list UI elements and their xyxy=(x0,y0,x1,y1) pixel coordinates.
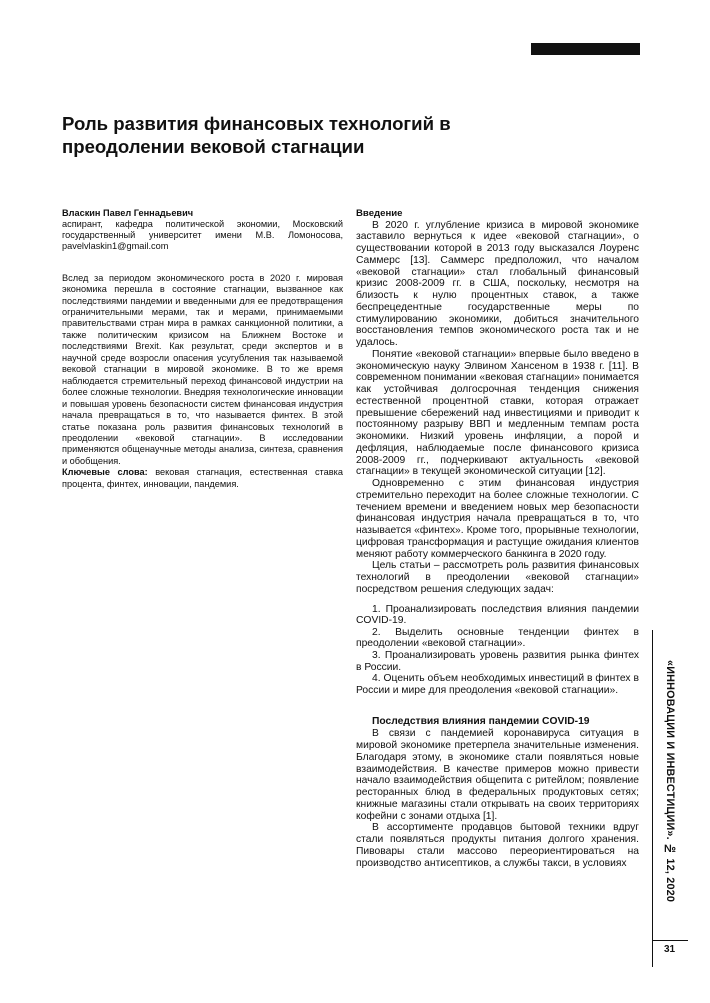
keywords xyxy=(62,467,343,490)
article-title: Роль развития финансовых технологий в преодолении вековой стагнации xyxy=(62,113,451,157)
intro-paragraph: Одновременно с этим финансовая индустрия стремительно переходит на более сложные технологии. С течением времени и введением новых мер безопасности финансовая индустрия начала превращаться в то, что называется «финтех». Кроме того, прорывные технологии, цифровая трансформация и растущие ожидания клиентов меняют работу коммерческого банкинга в 2020 году. xyxy=(356,478,639,560)
task-list xyxy=(356,604,639,697)
abstract: Вслед за периодом экономического роста в 2020 г. мировая экономика перешла в состояние стагнации, вызванное как последствиями пандемии и введенными для ее предотвращения ограничительными мерами, так и мерами, принимаемыми правительствами стран мира в рамках санкционной политики, а также политическим кризисом на Ближнем Востоке и последствиями Brexit. Как результат, среди экспертов и в научной среде возросли опасения усугубления так называемой вековой стагнации в мировой экономике. В то же время наблюдается стремительный переход финансовой индустрии на более сложные технологии. Внедряя технологические инновации и повышая уровень безопасности систем финансовая индустрия начала превращаться в то, что называется финтех. В этой статье показана роль развития финансовых технологий в преодолении «вековой стагнации». В исследовании применяются общенаучные методы анализа, синтеза, сравнения и обобщения. xyxy=(62,272,343,466)
intro-paragraph: Цель статьи – рассмотреть роль развития финансовых технологий в преодолении «вековой стагнации» посредством решения следующих задач: xyxy=(356,560,639,595)
intro-heading: Введение xyxy=(356,208,403,219)
task-item: 3. Проанализировать уровень развития рынка финтех в России. xyxy=(356,649,639,673)
intro-paragraph: В 2020 г. углубление кризиса в мировой экономике заставило вернуться к идее «вековой стагнации», о существовании которой в 2013 году высказался Лоуренс Саммерс [13]. Саммерс предположил, что началом «вековой стагнации» стал глобальный финансовый кризис 2008-2009 гг. в США, поскольку, несмотря на близость к нулю процентных ставок, а также беспрецедентные государственные меры по стимулированию экономики, добиться значительного восстановления темпов экономического роста так и не удалось. xyxy=(356,219,639,349)
section-paragraph: В связи с пандемией коронавируса ситуация в мировой экономике претерпела значительные изменения. Благодаря этому, в экономике стали появляться новые взаимодействия. В качестве примеров можно привести начало взаимодействия общепита с ритейлом; появление ресторанных блюд в федеральных продуктовых сетях; книжные магазины стали открывать на своих территориях кофейни с зонами отдыха [1]. xyxy=(356,728,639,822)
side-divider xyxy=(652,630,653,967)
keywords-label: Ключевые слова: xyxy=(62,467,148,478)
intro-paragraph: Понятие «вековой стагнации» впервые было введено в экономическую науку Элвином Хансеном в 1938 г. [11]. В современном понимании «вековая стагнации» понимается как устойчивая долгосрочная тенденция снижения естественной процентной ставки, которая отражает превышение сбережений над инвестициями и приводит к постоянному разрыву ВВП и медленным темпам роста экономики. Низкий уровень инфляции, а порой и дефляция, наблюдаемые после финансового кризиса 2008-2009 гг., подчеркивают актуальность «вековой стагнации» в текущей экономической ситуации [12]. xyxy=(356,348,639,478)
section-heading-covid: Последствия влияния пандемии COVID-19 xyxy=(372,716,590,728)
task-item: 2. Выделить основные тенденции финтех в преодолении «вековой стагнации». xyxy=(356,626,639,650)
author-name: Власкин Павел Геннадьевич xyxy=(62,208,194,218)
right-column xyxy=(356,208,639,869)
journal-side-label: «ИННОВАЦИИ И ИНВЕСТИЦИИ». № 12, 2020 xyxy=(664,660,676,903)
task-item: 4. Оценить объем необходимых инвестиций в финтех в России и мире для преодоления «вековой стагнации». xyxy=(356,673,639,696)
author-affiliation: аспирант, кафедра политической экономии, Московский государственный университет имени М.В. Ломоносова, pavelvlaskin1@gmail.com xyxy=(62,219,343,252)
task-item: 1. Проанализировать последствия влияния пандемии COVID-19. xyxy=(356,603,639,627)
keywords-text: вековая стагнация, естественная ставка процента, финтех, инновации, пандемия. xyxy=(62,467,343,489)
left-column xyxy=(62,208,343,490)
header-bar xyxy=(531,43,640,55)
section-paragraph: В ассортименте продавцов бытовой техники вдруг стали появляться продукты питания долгого хранения. Пивовары стали массово переориентироваться на производство антисептиков, а службы такси, в условиях xyxy=(356,822,639,869)
page-number: 31 xyxy=(664,944,676,955)
page-number-rule xyxy=(652,940,688,941)
